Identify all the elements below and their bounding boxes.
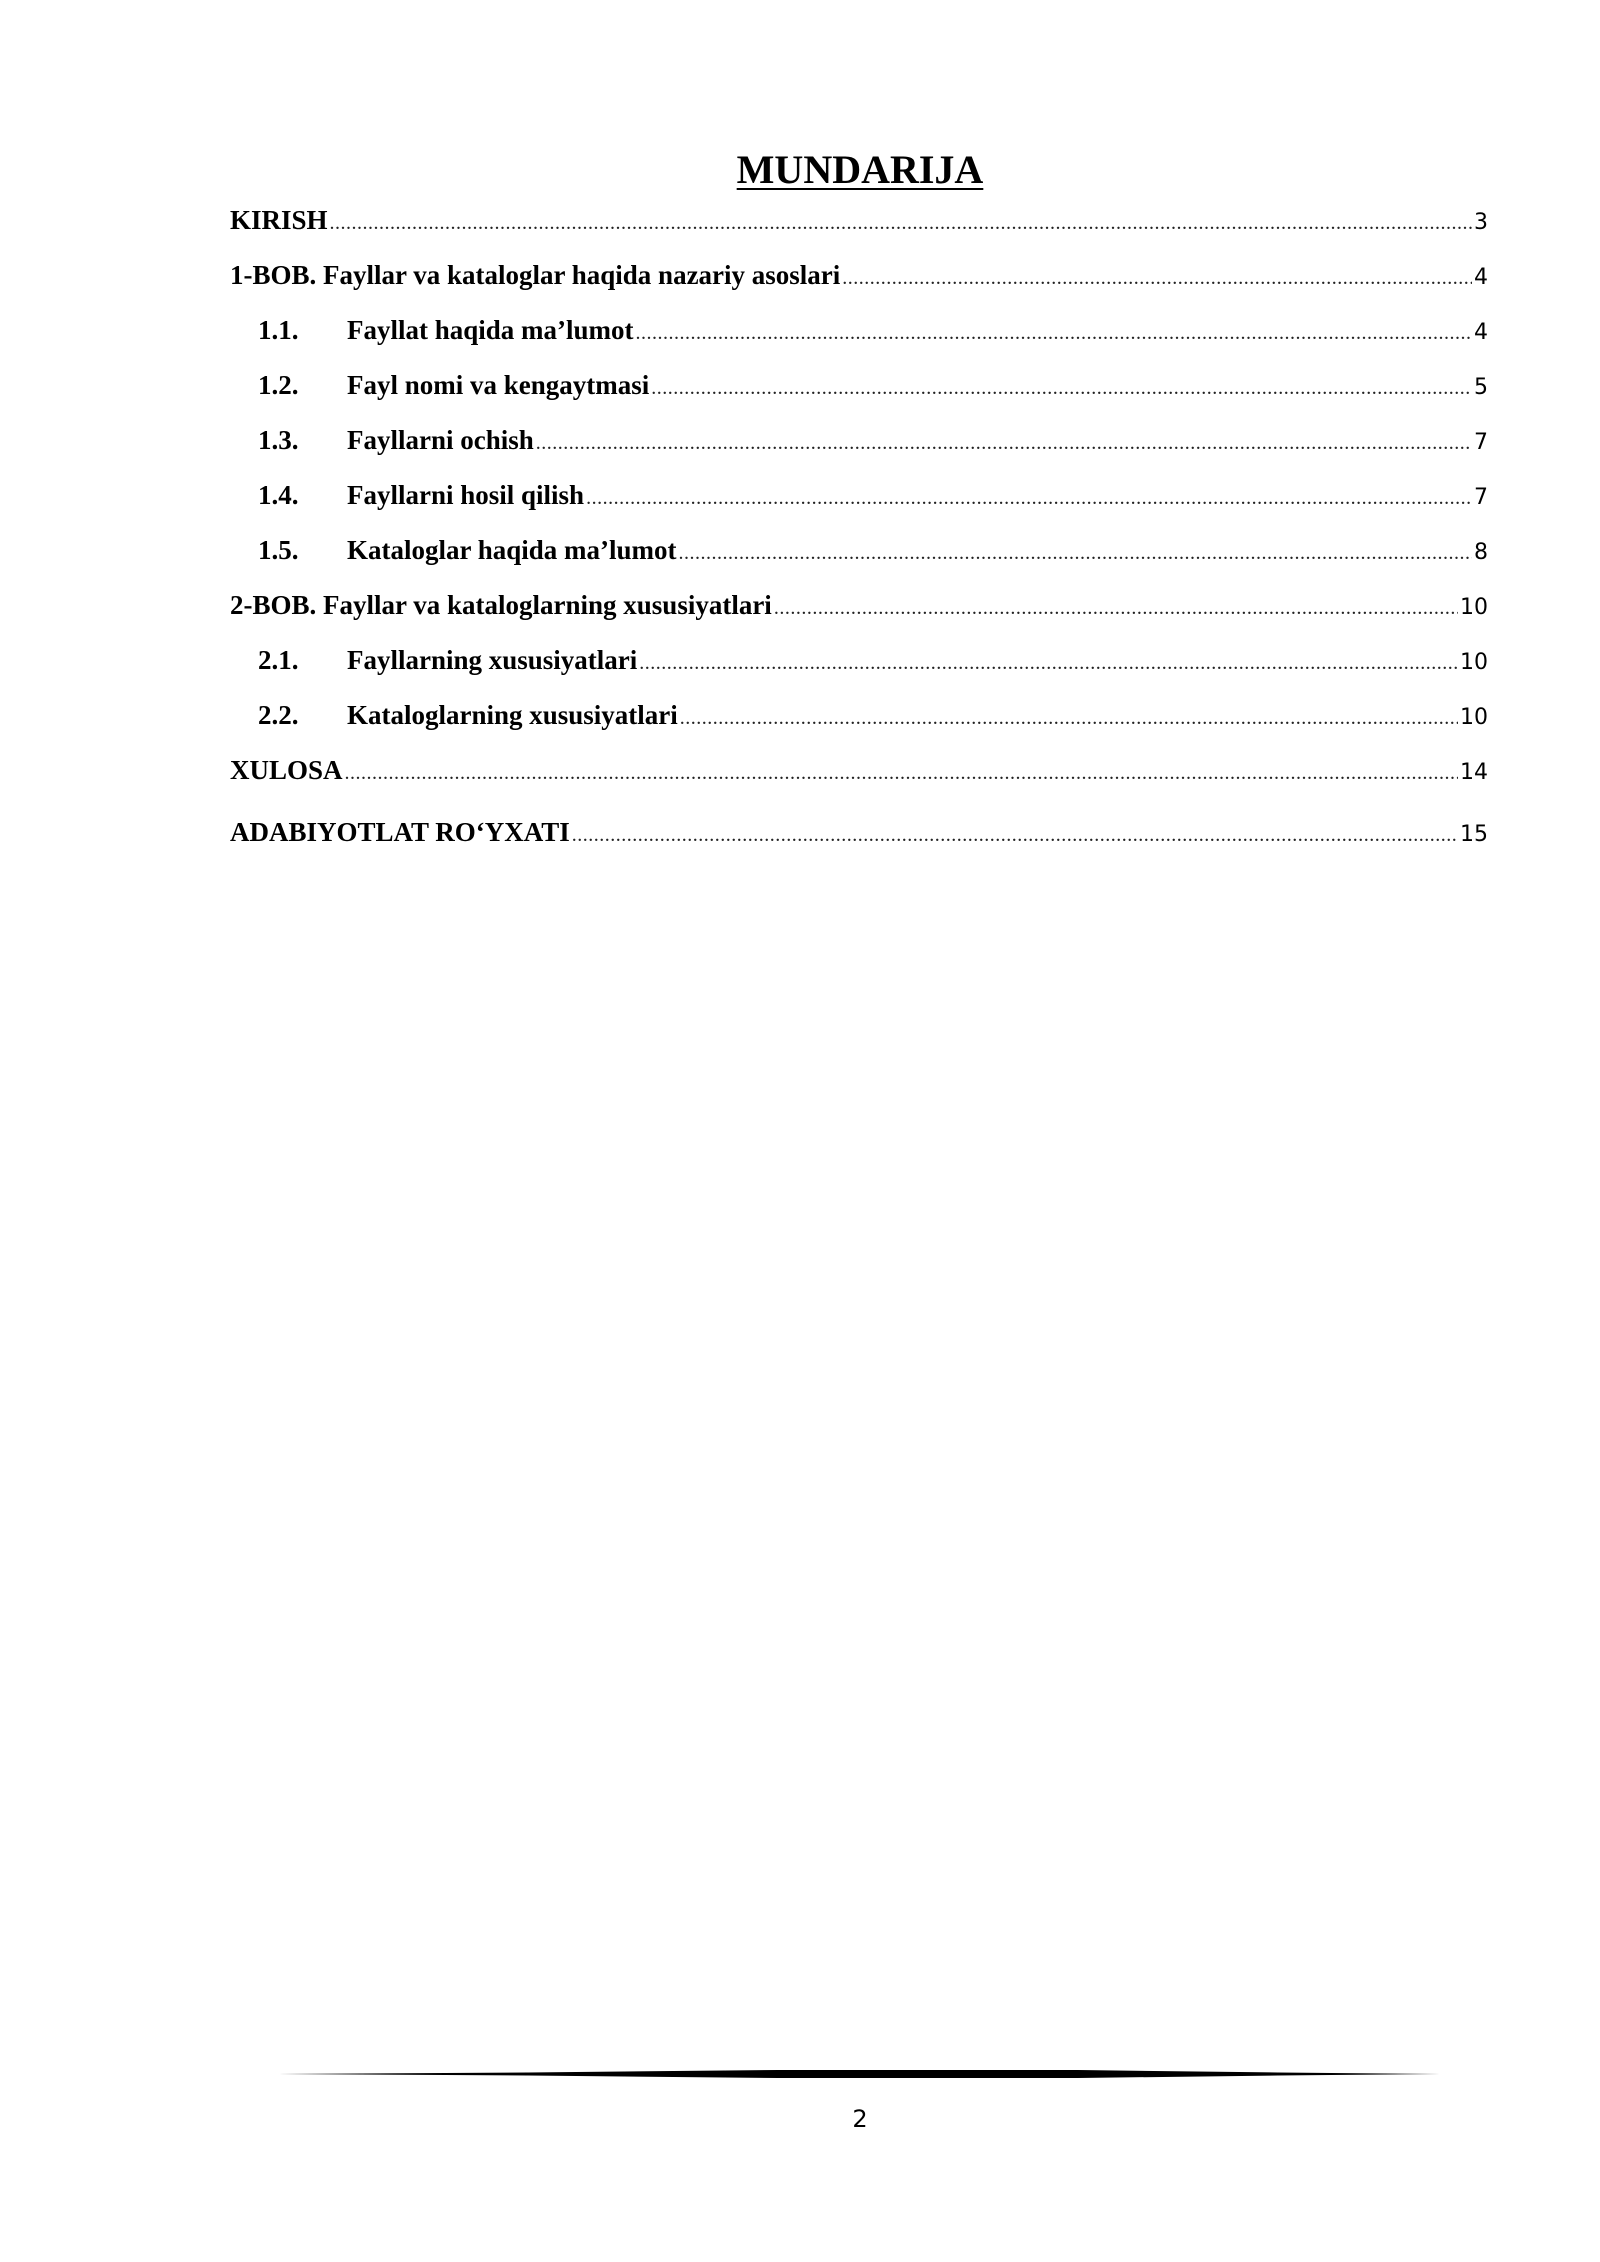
toc-page-number: 4 [1474, 320, 1488, 345]
toc-page-number: 5 [1474, 375, 1488, 400]
toc-entry-chapter-2[interactable] [230, 585, 1488, 625]
toc-dot-leader [536, 423, 1472, 463]
toc-entry-section-2-1[interactable] [258, 640, 1488, 680]
toc-dot-leader [572, 815, 1458, 855]
toc-dot-leader [842, 258, 1472, 298]
toc-dot-leader [680, 698, 1458, 738]
toc-section-number: 2.2. [258, 700, 299, 730]
toc-entry-adabiyotlar[interactable] [230, 812, 1488, 852]
toc-section-number: 2.1. [258, 645, 299, 675]
toc-page-number: 7 [1474, 430, 1488, 455]
toc-entry-chapter-1[interactable] [230, 255, 1488, 295]
toc-section-number: 1.2. [258, 370, 299, 400]
toc-dot-leader [679, 533, 1472, 573]
toc-section-number: 1.3. [258, 425, 299, 455]
toc-entry-title: XULOSA [230, 755, 343, 785]
toc-entry-kirish[interactable] [230, 200, 1488, 240]
toc-page-number: 15 [1460, 822, 1488, 847]
toc-entry-title: Fayllat haqida ma’lumot [347, 315, 634, 345]
toc-entry-xulosa[interactable] [230, 750, 1488, 790]
toc-entry-title: 1-BOB. Fayllar va kataloglar haqida nazariy asoslari [230, 260, 841, 290]
toc-entry-section-1-3[interactable] [258, 420, 1488, 460]
toc-page-number: 4 [1474, 265, 1488, 290]
toc-dot-leader [586, 478, 1472, 518]
toc-page-number: 14 [1460, 760, 1488, 785]
toc-entry-section-1-1[interactable] [258, 310, 1488, 350]
footer-divider [278, 2067, 1440, 2081]
toc-entry-title: Fayllarning xususiyatlari [347, 645, 638, 675]
toc-entry-section-2-2[interactable] [258, 695, 1488, 735]
toc-entry-title: KIRISH [230, 205, 328, 235]
toc-dot-leader [639, 643, 1458, 683]
toc-entry-section-1-2[interactable] [258, 365, 1488, 405]
toc-entry-title: Fayllarni ochish [347, 425, 534, 455]
toc-entry-title: Fayl nomi va kengaytmasi [347, 370, 650, 400]
toc-entry-title: ADABIYOTLAT ROʻYXATI [230, 817, 570, 847]
toc-dot-leader [651, 368, 1472, 408]
toc-page-number: 10 [1460, 595, 1488, 620]
toc-entry-section-1-4[interactable] [258, 475, 1488, 515]
toc-dot-leader [345, 753, 1458, 793]
page-title: MUNDARIJA [736, 147, 984, 192]
toc-page-number: 7 [1474, 485, 1488, 510]
toc-section-number: 1.4. [258, 480, 299, 510]
toc-dot-leader [636, 313, 1472, 353]
toc-section-number: 1.5. [258, 535, 299, 565]
toc-page-number: 8 [1474, 540, 1488, 565]
toc-page-number: 10 [1460, 650, 1488, 675]
toc-entry-title: Fayllarni hosil qilish [347, 480, 585, 510]
toc-entry-title: 2-BOB. Fayllar va kataloglarning xususiyatlari [230, 590, 772, 620]
toc-entry-title: Kataloglarning xususiyatlari [347, 700, 678, 730]
toc-entry-section-1-5[interactable] [258, 530, 1488, 570]
toc-dot-leader [774, 588, 1458, 628]
toc-page-number: 3 [1474, 210, 1488, 235]
toc-page-number: 10 [1460, 705, 1488, 730]
toc-entry-title: Kataloglar haqida ma’lumot [347, 535, 677, 565]
toc-section-number: 1.1. [258, 315, 299, 345]
toc-dot-leader [330, 203, 1472, 243]
page-number: 2 [852, 2105, 868, 2133]
